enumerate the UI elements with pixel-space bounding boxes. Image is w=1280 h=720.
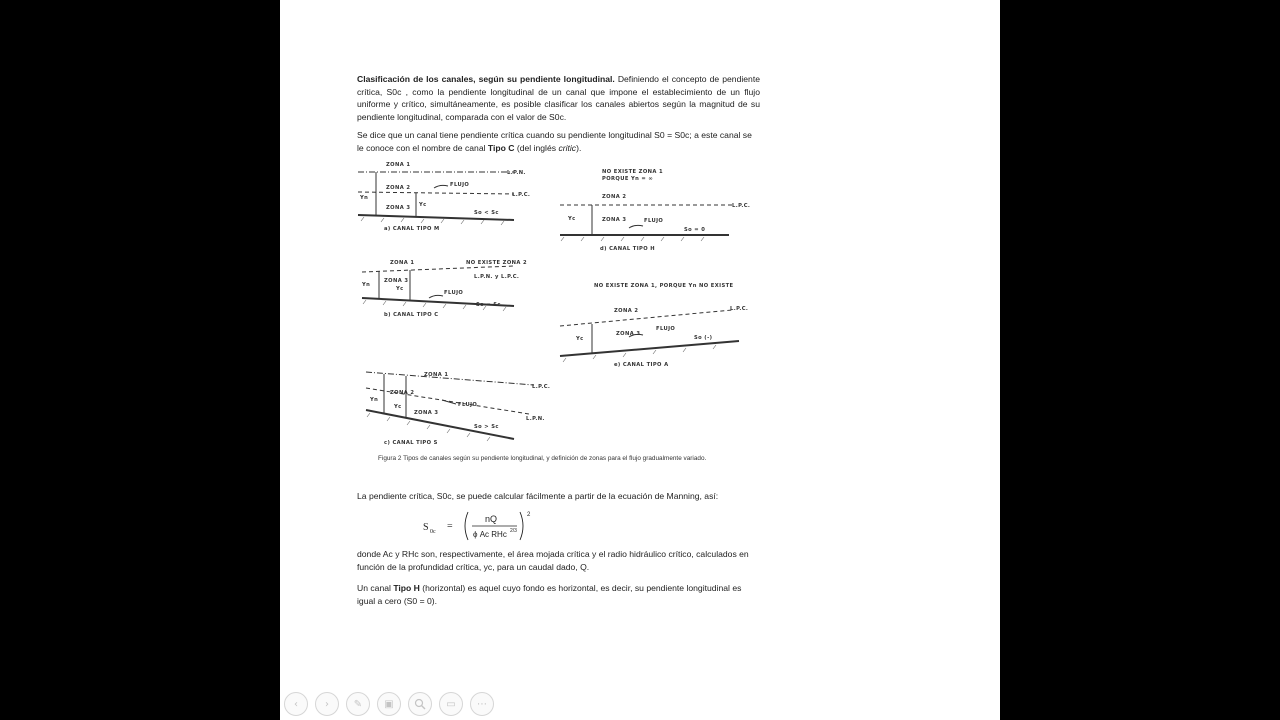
label-tipo-m: a) CANAL TIPO M: [384, 226, 440, 232]
paragraph-tipo-h: [357, 582, 760, 607]
zoom-button[interactable]: [408, 692, 432, 716]
label-yc: Yc: [419, 202, 427, 208]
slides-button[interactable]: [377, 692, 401, 716]
label-lpn: L.P.N.: [526, 416, 545, 422]
label-zona2: ZONA 2: [614, 308, 639, 314]
flow-arrow: [442, 400, 456, 404]
formula-numerator: nQ: [485, 514, 498, 524]
zoom-icon: [414, 698, 426, 710]
subtitles-icon: ▭: [446, 698, 456, 710]
pen-icon: ✎: [353, 698, 363, 710]
paragraph-heading: Clasificación de los canales, según su pendiente longitudinal.: [357, 74, 615, 84]
paragraph-manning: [357, 490, 760, 503]
formula-drawing: [421, 506, 551, 546]
label-flujo: FLUJO: [458, 402, 478, 408]
manning-formula: [421, 506, 551, 546]
previous-slide-icon: ‹: [294, 698, 298, 710]
label-tipo-c: b) CANAL TIPO C: [384, 312, 439, 318]
channel-types-figure: [354, 158, 764, 450]
label-flujo: FLUJO: [656, 326, 676, 332]
label-yc: Yc: [394, 404, 402, 410]
label-zona3: ZONA 3: [602, 217, 627, 223]
label-yn: Yn: [370, 397, 379, 403]
paragraph-critical-slope: [357, 129, 760, 154]
paragraph-classification: [357, 73, 760, 123]
bed-hatch: [561, 237, 704, 241]
label-zona1: ZONA 1: [386, 162, 411, 168]
left-paren: [465, 512, 468, 540]
label-zona1: ZONA 1: [424, 372, 449, 378]
label-lpc: L.P.C.: [730, 306, 749, 312]
next-slide-button[interactable]: [315, 692, 339, 716]
formula-equals: =: [447, 521, 453, 532]
lpc-line: [366, 372, 534, 385]
lpc-line: [358, 192, 514, 194]
label-zona3: ZONA 3: [616, 331, 641, 337]
label-slope: So (-): [694, 335, 713, 341]
label-lpn-lpc: L.P.N. y L.P.C.: [474, 274, 520, 280]
text-span: (del inglés: [514, 142, 559, 153]
figure-caption: Figura 2 Tipos de canales según su pendiente longitudinal, y definición de zonas para el flujo gradualmente variado.: [378, 455, 707, 462]
label-tipo-s: c) CANAL TIPO S: [384, 440, 438, 446]
label-flujo: FLUJO: [644, 218, 664, 224]
label-lpc: L.P.C.: [532, 384, 551, 390]
more-options-button[interactable]: [470, 692, 494, 716]
label-tipo-a: e) CANAL TIPO A: [614, 362, 669, 368]
label-zona2: ZONA 2: [602, 194, 627, 200]
label-zona3: ZONA 3: [386, 205, 411, 211]
formula-exponent: 2: [527, 512, 531, 518]
label-lpn: L.P.N.: [507, 170, 526, 176]
flow-arrow: [434, 185, 448, 188]
slides-icon: ▣: [384, 698, 394, 710]
text-span: Se dice que un canal tiene pendiente crítica cuando su pendiente longitudinal S0 = S0c; a este canal se le conoce con el nombre de canal: [357, 130, 752, 153]
previous-slide-button[interactable]: [284, 692, 308, 716]
label-yc: Yc: [396, 286, 404, 292]
label-yc: Yc: [576, 336, 584, 342]
lpn-lpc-line: [362, 266, 514, 272]
channel-bed: [560, 341, 739, 356]
subtitles-button[interactable]: [439, 692, 463, 716]
label-zona3: ZONA 3: [414, 410, 439, 416]
document-page: [280, 0, 1000, 720]
paragraph-text: La pendiente crítica, S0c, se puede calcular fácilmente a partir de la ecuación de Manning, así:: [357, 491, 719, 501]
label-yc: Yc: [568, 216, 576, 222]
label-yn: Yn: [360, 195, 369, 201]
label-slope: So = 0: [684, 227, 706, 233]
bed-hatch: [367, 413, 490, 441]
label-no-zona2: NO EXISTE ZONA 2: [466, 260, 527, 266]
presentation-controls: [284, 692, 494, 716]
flow-arrow: [429, 295, 443, 298]
label-zona1: ZONA 1: [390, 260, 415, 266]
label-lpc: L.P.C.: [512, 192, 531, 198]
next-slide-icon: ›: [325, 698, 329, 710]
paragraph-text: donde Ac y RHc son, respectivamente, el área mojada crítica y el radio hidráulico crítico, calculados en función de la profundidad crítica, yc, para un caudal dado, Q.: [357, 549, 749, 572]
text-span: (horizontal) es aquel cuyo fondo es horizontal, es decir, su pendiente longitudinal es igual a cero (S0 = 0).: [357, 583, 742, 606]
label-slope: So > Sc: [474, 424, 499, 430]
more-options-icon: ⋯: [477, 698, 487, 710]
bold-term: Tipo C: [487, 142, 515, 153]
right-paren: [520, 512, 523, 540]
bold-term: Tipo H: [393, 583, 420, 593]
label-lpc: L.P.C.: [732, 203, 751, 209]
paragraph-body: Definiendo el concepto de pendiente crítica, S0c , como la pendiente longitudinal de un canal que impone el establecimiento de un flujo uniforme y crítico, simultáneamente, es posible clasificar los canales abiertos según la magnitud de su pendiente longitudinal, comparada con el valor de S0c.: [357, 74, 761, 122]
flow-arrow: [629, 225, 643, 228]
label-zona2: ZONA 2: [386, 185, 411, 191]
paragraph-definitions: [357, 548, 760, 573]
label-no-zona1: NO EXISTE ZONA 1: [602, 169, 663, 175]
label-yn: Yn: [362, 282, 371, 288]
formula-denominator: ϕ Ac RHc: [473, 530, 507, 539]
formula-lhs-sub: 0c: [430, 529, 436, 535]
label-slope: So = Sc: [476, 302, 501, 308]
pen-button[interactable]: [346, 692, 370, 716]
label-zona2: ZONA 2: [390, 390, 415, 396]
label-zona3: ZONA 3: [384, 278, 409, 284]
label-flujo: FLUJO: [450, 182, 470, 188]
formula-lhs: S: [423, 522, 429, 533]
label-slope: So < Sc: [474, 210, 499, 216]
italic-term: critic: [558, 142, 577, 153]
label-porque: PORQUE Yn = ∞: [602, 176, 654, 182]
figure-drawing: [354, 158, 764, 450]
lpc-line: [560, 310, 732, 326]
label-flujo: FLUJO: [444, 290, 464, 296]
formula-den-exp: 2/3: [510, 528, 517, 534]
text-span: ).: [576, 142, 582, 153]
label-no-zona1-neg: NO EXISTE ZONA 1, PORQUE Yn NO EXISTE: [594, 283, 734, 289]
text-span: Un canal: [357, 583, 394, 593]
label-tipo-h: d) CANAL TIPO H: [600, 246, 656, 252]
